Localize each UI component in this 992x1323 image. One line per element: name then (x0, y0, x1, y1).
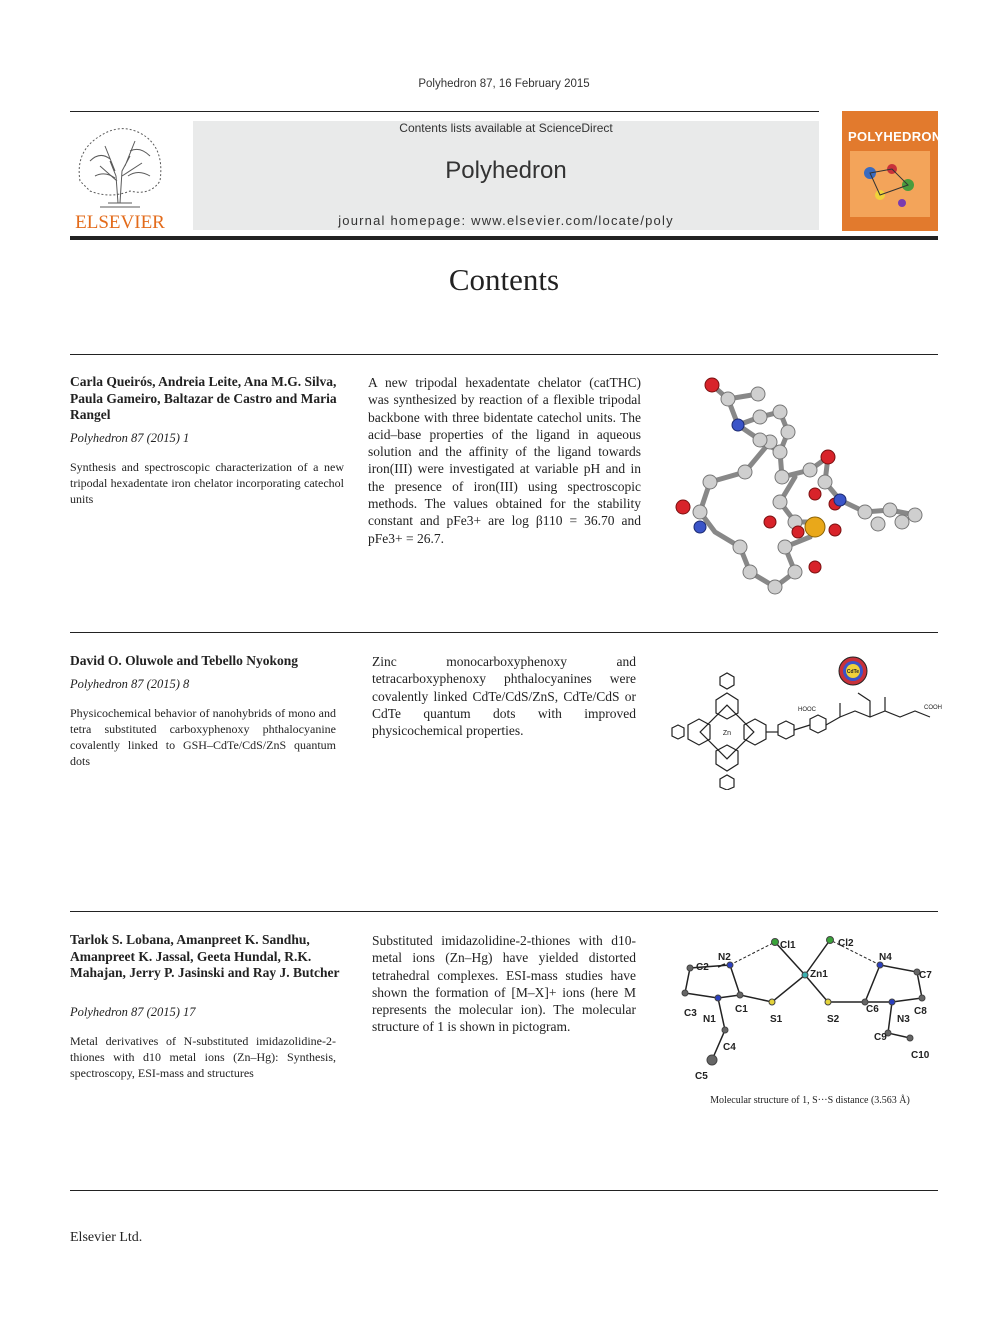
journal-banner (193, 121, 819, 230)
svg-text:Zn1: Zn1 (810, 969, 828, 980)
molecule-figure-1 (670, 372, 940, 612)
svg-text:COOH: COOH (924, 705, 942, 711)
cover-graphic (850, 151, 930, 217)
svg-text:C6: C6 (866, 1004, 879, 1015)
svg-text:S1: S1 (770, 1014, 783, 1025)
iron-atom (805, 517, 825, 537)
svg-text:Molecular structure of 1, S···: Molecular structure of 1, S···S distance (3.563 Å) (710, 1095, 910, 1106)
publisher-footer: Elsevier Ltd. (70, 1230, 143, 1245)
svg-text:C10: C10 (911, 1050, 930, 1061)
molecular-structure-figure (670, 930, 950, 1110)
svg-text:Cl2: Cl2 (838, 938, 854, 949)
svg-text:CdTe: CdTe (846, 669, 860, 675)
entry-authors: David O. Oluwole and Tebello Nyokong (70, 653, 299, 668)
entry-divider (70, 354, 938, 355)
header-rule-top (70, 111, 819, 112)
entry-reference[interactable]: Polyhedron 87 (2015) 17 (70, 1005, 196, 1019)
entry-authors: Carla Queirós, Andreia Leite, Ana M.G. Silva, Paula Gameiro, Baltazar de Castro and Maria Rangel (70, 374, 337, 422)
entry-abstract: A new tripodal hexadentate chelator (catTHC) was synthesized by reaction of a flexible tripodal backbone with three bidentate catechol units. The acid–base properties of the ligand in aqueous solution and the affinity of the ligand towards iron(III) were investigated at variable pH and in the presence of iron(III) using spectroscopic methods. The values obtained for the stability constant and pFe3+ are log β110 = 36.70 and pFe3+ = 26.7. (368, 375, 641, 546)
header-rule-thick (70, 236, 938, 240)
svg-text:ELSEVIER: ELSEVIER (75, 212, 165, 231)
svg-text:C5: C5 (695, 1071, 708, 1082)
svg-text:N1: N1 (703, 1014, 716, 1025)
entry-abstract: Substituted imidazolidine-2-thiones with d10-metal ions (Zn–Hg) have yielded distorted tetrahedral complexes. ESI-mass studies have shown the formation of [M–X]+ ions (here M represents the molecular ion). The molecular structure of 1 is shown in pictogram. (372, 933, 636, 1035)
svg-text:C8: C8 (914, 1006, 927, 1017)
entry-reference[interactable]: Polyhedron 87 (2015) 1 (70, 431, 190, 445)
svg-text:C9: C9 (874, 1032, 887, 1043)
journal-name: Polyhedron (445, 157, 567, 184)
journal-homepage[interactable]: journal homepage: www.elsevier.com/locate/poly (338, 213, 674, 228)
svg-text:C3: C3 (684, 1008, 697, 1019)
contents-available: Contents lists available at ScienceDirect (399, 121, 613, 135)
svg-text:N4: N4 (879, 952, 892, 963)
phthalocyanine-figure (670, 655, 955, 790)
journal-citation: Polyhedron 87, 16 February 2015 (418, 78, 590, 90)
svg-text:N3: N3 (897, 1014, 910, 1025)
entry-authors: Tarlok S. Lobana, Amanpreet K. Sandhu, Amanpreet K. Jassal, Geeta Hundal, R.K. Mahajan, Jerry P. Jasinski and Ray J. Butcher (70, 932, 340, 980)
svg-text:C2: C2 (696, 962, 709, 973)
entry-divider (70, 632, 938, 633)
entry-abstract: Zinc monocarboxyphenoxy and tetracarboxyphenoxy phthalocyanines were covalently linked CdTe/CdS/ZnS, CdTe/CdS or CdTe quantum dots with improved physicochemical properties. (372, 654, 636, 739)
entry-title[interactable]: Synthesis and spectroscopic characterization of a new tripodal hexadentate iron chelator incorporating catechol units (70, 460, 344, 506)
page-title: Contents (448, 262, 560, 297)
svg-text:S2: S2 (827, 1014, 840, 1025)
svg-text:N2: N2 (718, 952, 731, 963)
svg-text:C4: C4 (723, 1042, 736, 1053)
svg-text:Zn: Zn (722, 730, 732, 737)
entry-divider (70, 1190, 938, 1191)
entry-title[interactable]: Physicochemical behavior of nanohybrids of mono and tetra substituted carboxyphenoxy phthalocyanine covalently linked to GSH–CdTe/CdS/ZnS quantum dots (70, 706, 336, 768)
svg-text:HOOC: HOOC (798, 707, 816, 713)
cover-title: POLYHEDRON (848, 129, 942, 144)
entry-reference[interactable]: Polyhedron 87 (2015) 8 (70, 677, 190, 691)
elsevier-logo (70, 121, 170, 231)
svg-text:Cl1: Cl1 (780, 940, 796, 951)
svg-text:C7: C7 (919, 970, 932, 981)
entry-title[interactable]: Metal derivatives of N-substituted imidazolidine-2-thiones with d10 metal ions (Zn–Hg): Synthesis, spectroscopy, ESI-mass and structures (70, 1034, 336, 1080)
journal-cover (842, 111, 942, 231)
svg-text:C1: C1 (735, 1004, 748, 1015)
entry-divider (70, 911, 938, 912)
